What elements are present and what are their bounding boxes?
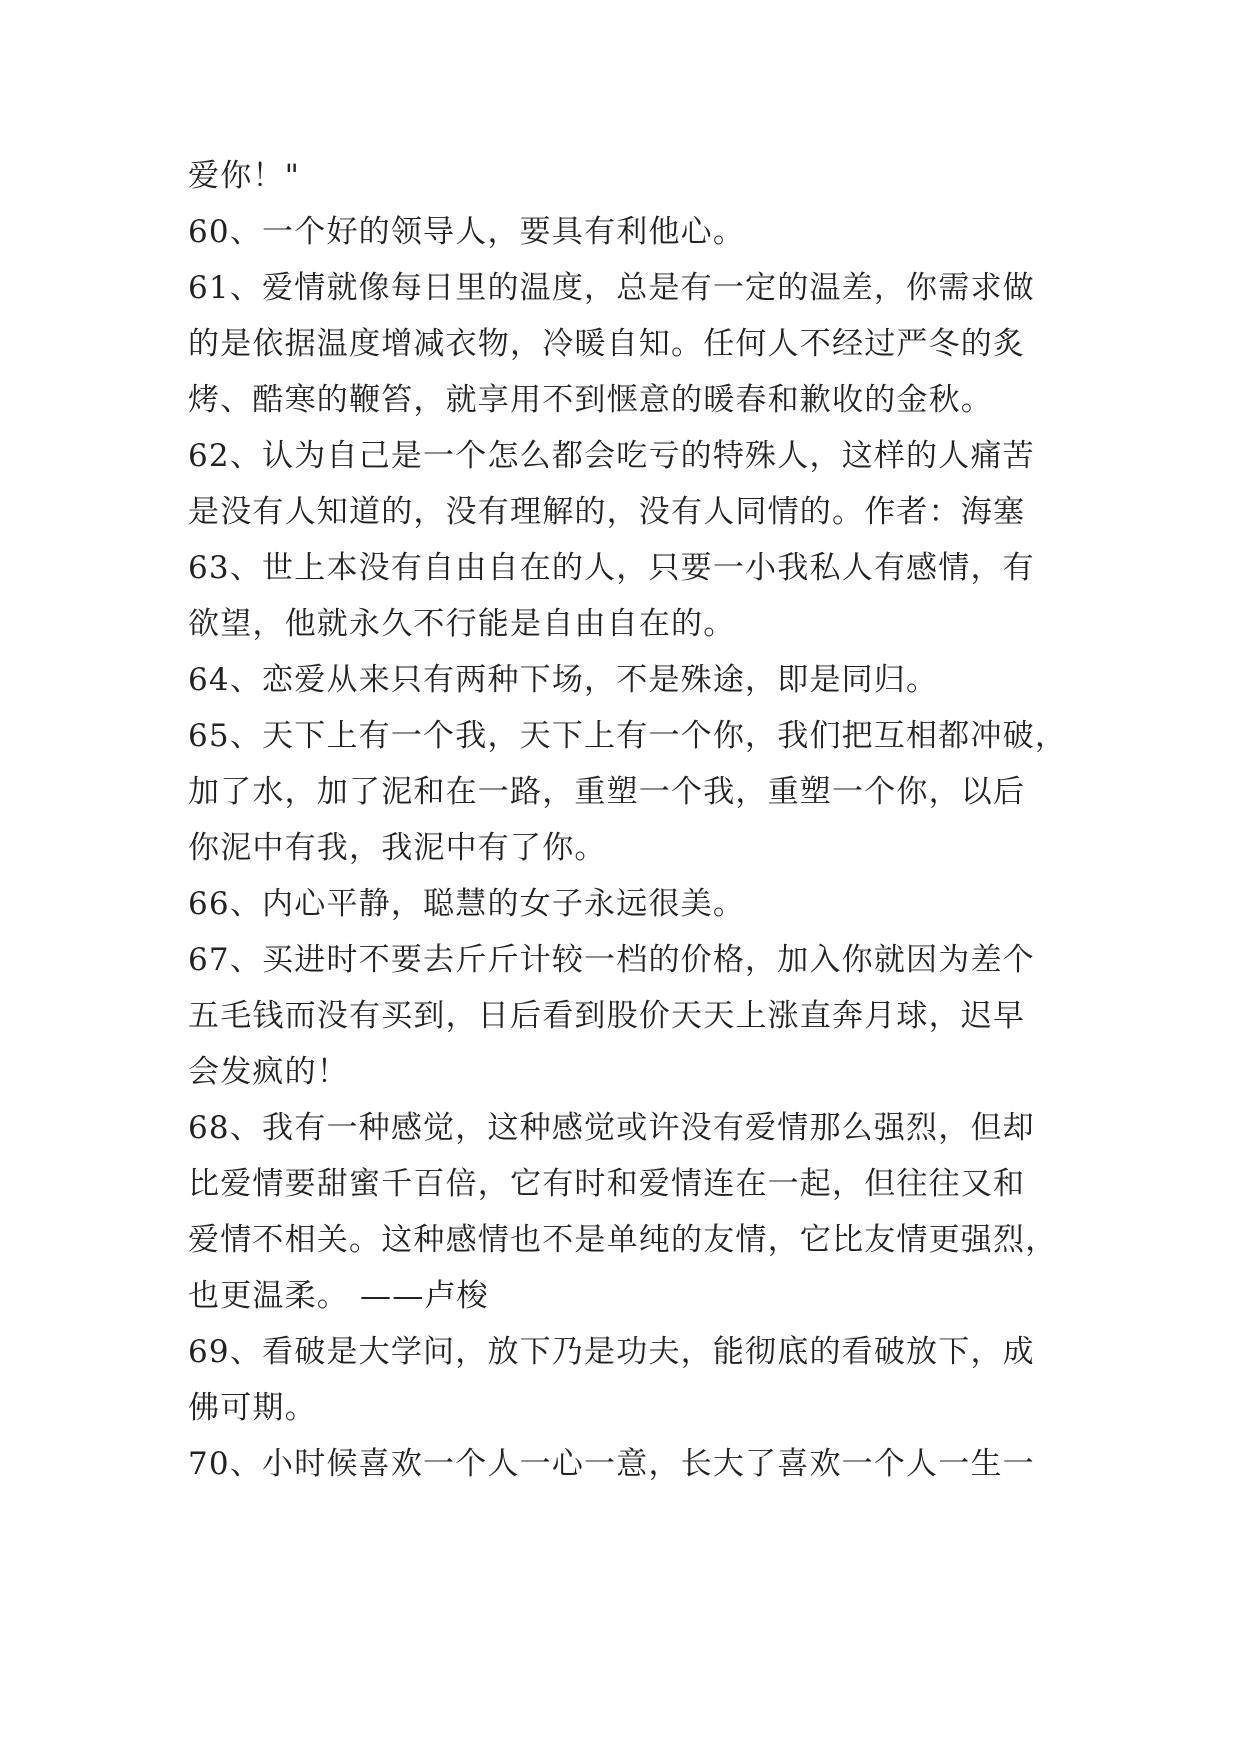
text-line: 69、看破是大学问，放下乃是功夫，能彻底的看破放下，成 [188, 1334, 1035, 1370]
text-line: 会发疯的！ [188, 1054, 349, 1090]
text-line: 也更温柔。 ——卢梭 [188, 1278, 489, 1314]
text-line: 爱你！" [188, 158, 301, 194]
text-line: 64、恋爱从来只有两种下场，不是殊途，即是同归。 [188, 662, 939, 698]
text-line: 66、内心平静，聪慧的女子永远很美。 [188, 886, 746, 922]
text-line: 60、一个好的领导人，要具有利他心。 [188, 214, 746, 250]
text-line: 比爱情要甜蜜千百倍，它有时和爱情连在一起，但往往又和 [188, 1166, 1026, 1202]
text-line: 你泥中有我，我泥中有了你。 [188, 830, 607, 866]
text-line: 70、小时候喜欢一个人一心一意，长大了喜欢一个人一生一 [188, 1446, 1035, 1482]
document-body [188, 148, 1068, 1492]
text-line: 63、世上本没有自由自在的人，只要一小我私人有感情，有 [188, 550, 1035, 586]
text-line: 欲望，他就永久不行能是自由自在的。 [188, 606, 736, 642]
text-line: 65、天下上有一个我，天下上有一个你，我们把互相都冲破， [188, 718, 1068, 754]
text-line: 烤、酷寒的鞭笞，就享用不到惬意的暖春和歉收的金秋。 [188, 382, 993, 418]
text-line: 67、买进时不要去斤斤计较一档的价格，加入你就因为差个 [188, 942, 1035, 978]
text-line: 61、爱情就像每日里的温度，总是有一定的温差，你需求做 [188, 270, 1035, 306]
text-line: 是没有人知道的，没有理解的，没有人同情的。作者：海塞 [188, 494, 1026, 530]
text-line: 68、我有一种感觉，这种感觉或许没有爱情那么强烈，但却 [188, 1110, 1035, 1146]
text-line: 62、认为自己是一个怎么都会吃亏的特殊人，这样的人痛苦 [188, 438, 1035, 474]
text-line: 加了水，加了泥和在一路，重塑一个我，重塑一个你，以后 [188, 774, 1026, 810]
text-line: 佛可期。 [188, 1390, 317, 1426]
text-line: 五毛钱而没有买到，日后看到股价天天上涨直奔月球，迟早 [188, 998, 1026, 1034]
text-line: 的是依据温度增减衣物，冷暖自知。任何人不经过严冬的炙 [188, 326, 1026, 362]
text-line: 爱情不相关。这种感情也不是单纯的友情，它比友情更强烈， [188, 1222, 1058, 1258]
